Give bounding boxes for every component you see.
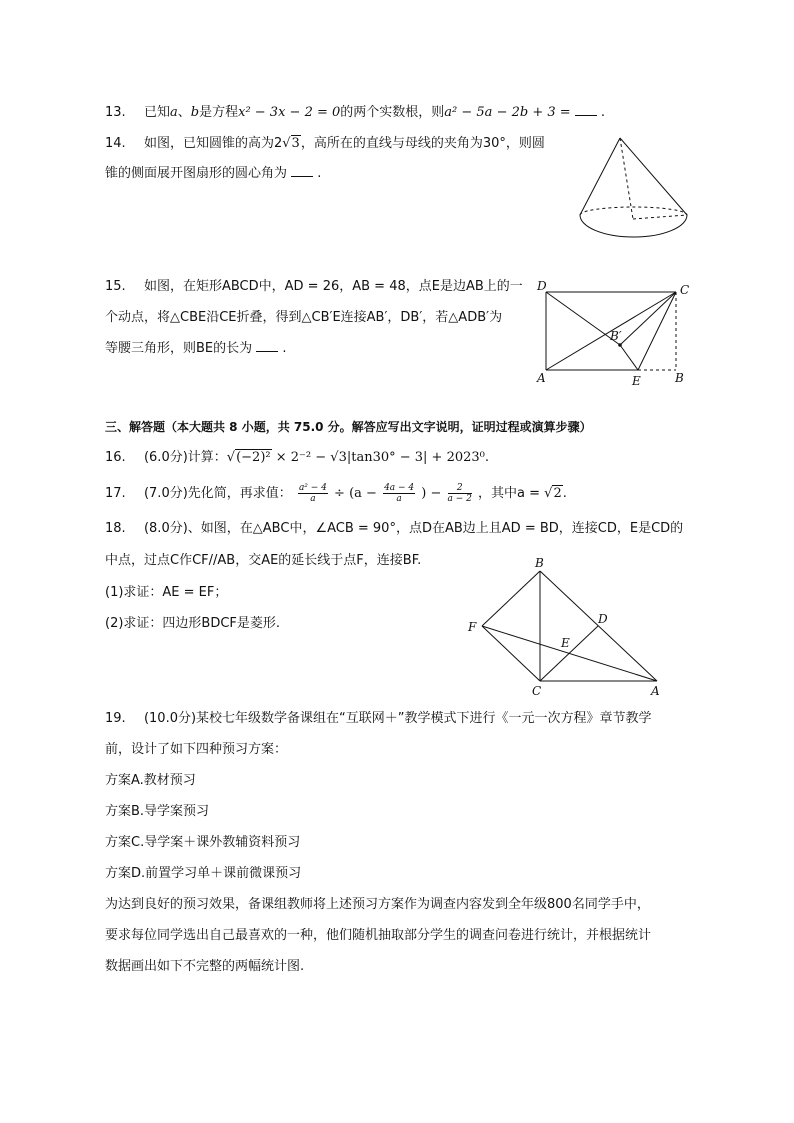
question-18-part1: [105, 584, 227, 602]
label-C: C: [532, 684, 542, 698]
plan-a: 方案A.教材预习: [105, 773, 196, 788]
question-text: (2)求证：四边形BDCF是菱形.: [105, 616, 281, 631]
paragraph-line2: 要求每位同学选出自己最喜欢的一种，他们随机抽取部分学生的调查问卷进行统计，并根据统计: [105, 928, 652, 943]
segment-BpE: [620, 345, 638, 370]
question-text: 中点，过点C作CF//AB，交AE的延长线于点F，连接BF.: [105, 553, 422, 568]
fraction-3: $\frac{2}{a - 2}$: [447, 483, 472, 504]
answer-blank: [575, 105, 597, 116]
question-text: (1)求证：AE = EF；: [105, 585, 228, 600]
question-14-line1: 14. 如图，已知圆锥的高为2√3，高所在的直线与母线的夹角为30°，则圆: [105, 136, 545, 151]
label-A: A: [651, 684, 660, 698]
label-E: E: [561, 636, 570, 650]
question-text: 是方程: [199, 105, 239, 120]
question-15-line3: [105, 340, 287, 358]
side-FC: [482, 626, 540, 681]
cone-radius: [633, 215, 687, 219]
paragraph-line3: 数据画出如下不完整的两幅统计图.: [105, 959, 305, 974]
answer-blank: [256, 341, 278, 352]
question-15-line2: [105, 309, 502, 327]
period: .: [282, 341, 287, 356]
question-text: (7.0分)先化简，再求值：: [143, 486, 292, 501]
segment-CD: [540, 626, 598, 681]
question-text: (8.0分)、如图，在△ABC中，∠ACB = 90°，点D在AB边上且AD = BD，连接CD，E是CD的: [143, 521, 684, 536]
period: .: [562, 486, 567, 501]
fraction-2: $\frac{4a - 4}{a}$: [384, 483, 415, 504]
cone-base-back: [580, 207, 687, 215]
question-13: [105, 104, 605, 122]
sqrt-arg: 2: [553, 486, 562, 501]
label-D: D: [598, 612, 608, 626]
question-16: 16. (6.0分)计算：√(−2)² × 2⁻² − √3|tan30° − 3| + 2023⁰.: [105, 450, 490, 465]
question-text: 等腰三角形，则BE的长为: [105, 341, 253, 356]
sqrt-arg: 3: [291, 136, 300, 151]
math-var: b: [190, 105, 200, 120]
question-number: 18.: [105, 521, 126, 536]
plan-c: 方案C.导学案＋课外教辅资料预习: [105, 835, 301, 850]
label-B: B: [675, 371, 684, 385]
label-A: A: [537, 371, 546, 385]
period: .: [317, 166, 322, 181]
cone-base-front: [580, 215, 687, 237]
question-19-line1: [105, 710, 652, 728]
operator: ÷ (a −: [334, 486, 377, 501]
cone-left-edge: [580, 138, 620, 215]
plan-b: 方案B.导学案预习: [105, 804, 210, 819]
question-18-part2: [105, 615, 280, 633]
separator: 、: [177, 105, 191, 120]
equation: x² − 3x − 2 = 0: [238, 105, 341, 120]
label-D: D: [537, 279, 547, 293]
operator: ) −: [421, 486, 442, 501]
question-text: ，高所在的直线与母线的夹角为30°，则圆: [300, 136, 545, 151]
fraction-1: $\frac{\text{a² − 4}}{a}$: [298, 483, 327, 504]
question-number: 17.: [105, 486, 126, 501]
plan-d: 方案D.前置学习单＋课前微课预习: [105, 866, 302, 881]
question-18-line2: [105, 552, 421, 570]
cone-figure: [575, 133, 690, 243]
question-18-line1: [105, 520, 683, 538]
expression: × 2⁻² − √3|tan30° − 3| + 2023⁰.: [275, 450, 490, 465]
question-19-line2: 前，设计了如下四种预习方案：: [105, 742, 288, 757]
math-var: a: [169, 105, 178, 120]
expression: a² − 5a − 2b + 3 =: [444, 105, 571, 120]
label-C: C: [680, 283, 690, 297]
segment-DBp: [546, 292, 620, 345]
section-heading: 三、解答题（本大题共 8 小题，共 75.0 分。解答应写出文字说明，证明过程或演算步骤）: [105, 420, 592, 434]
question-text: 个动点，将△CBE沿CE折叠，得到△CB′E连接AB′，DB′，若△ADB′为: [105, 310, 503, 325]
question-17: 17. (7.0分)先化简，再求值： $\frac{\text{a² − 4}}{a}$ ÷ (a − $\frac{4a - 4}{a}$ ) − $\frac{2}{a - 2}$ ，其中a = √2.: [105, 483, 567, 504]
side-FB: [482, 571, 540, 626]
question-text: 如图，已知圆锥的高为2: [143, 136, 283, 151]
question-text: (6.0分)计算：: [143, 450, 227, 465]
answer-blank: [291, 166, 313, 177]
sqrt-arg: (−2)²: [236, 450, 271, 465]
question-number: 14.: [105, 136, 126, 151]
point-Bp: [618, 343, 622, 347]
rectangle-fold-figure: [534, 278, 699, 390]
question-number: 16.: [105, 450, 126, 465]
question-14-line2: [105, 165, 321, 183]
question-text: 的两个实数根，则: [340, 105, 445, 120]
segment-CBp: [620, 292, 676, 345]
question-number: 13.: [105, 105, 126, 120]
question-text: ，其中a =: [478, 486, 541, 501]
triangle-rhombus-figure: [465, 553, 670, 698]
label-E: E: [632, 374, 641, 388]
question-number: 19.: [105, 711, 126, 726]
paragraph-line1: 为达到良好的预习效果，备课组教师将上述预习方案作为调查内容发到全年级800名同学手中，: [105, 897, 650, 912]
question-15-line1: [105, 278, 523, 296]
label-Bp: B′: [610, 329, 622, 343]
question-text: (10.0分)某校七年级数学备课组在“互联网＋”教学模式下进行《一元一次方程》章节教学: [143, 711, 652, 726]
question-text: 如图，在矩形ABCD中，AD = 26，AB = 48，点E是边AB上的一: [143, 279, 523, 294]
question-number: 15.: [105, 279, 126, 294]
label-B: B: [535, 556, 544, 570]
question-text: 已知: [143, 105, 170, 120]
label-F: F: [468, 620, 477, 634]
period: .: [600, 105, 606, 120]
question-text: 锥的侧面展开图扇形的圆心角为: [105, 166, 288, 181]
